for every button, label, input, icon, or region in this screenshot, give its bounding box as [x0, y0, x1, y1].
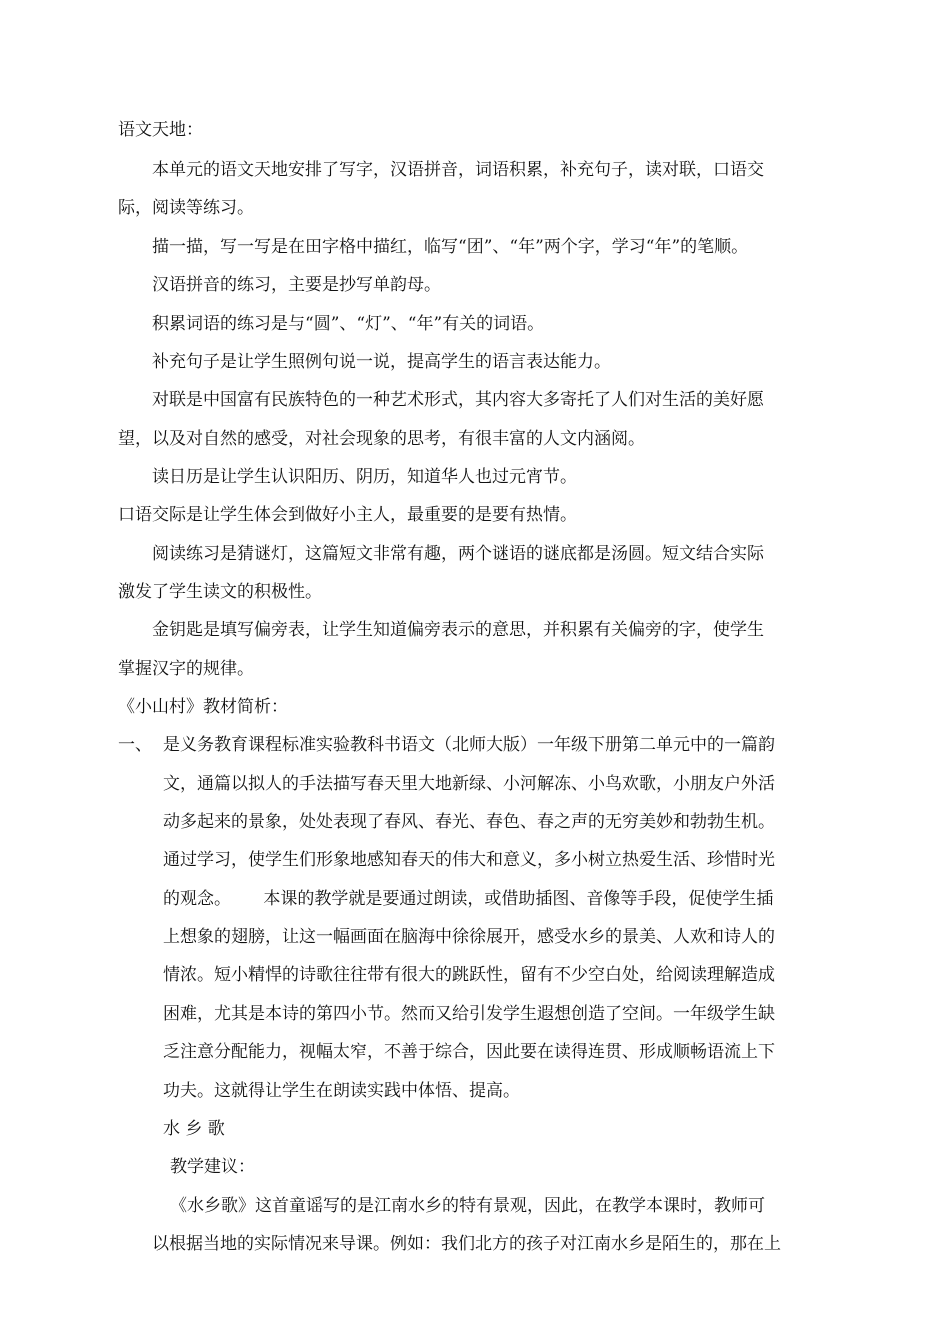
paragraph-line: 读日历是让学生认识阳历、阴历，知道华人也过元宵节。 [152, 467, 577, 487]
paragraph-line: 补充句子是让学生照例句说一说，提高学生的语言表达能力。 [152, 352, 611, 372]
poem-title: 水 乡 歌 [163, 1119, 225, 1139]
paragraph-line: 望，以及对自然的感受，对社会现象的思考，有很丰富的人文内涵阅。 [118, 429, 645, 449]
paragraph-line: 激发了学生读文的积极性。 [118, 582, 322, 602]
paragraph-line: 描一描，写一写是在田字格中描红，临写“团”、“年”两个字，学习“年”的笔顺。 [152, 237, 749, 257]
paragraph-line: 积累词语的练习是与“圆”、“灯”、“年”有关的词语。 [152, 314, 545, 334]
paragraph-line: 口语交际是让学生体会到做好小主人，最重要的是要有热情。 [118, 505, 577, 525]
list-marker: 一、 [118, 735, 152, 755]
list-item-line: 情浓。短小精悍的诗歌往往带有很大的跳跃性，留有不少空白处，给阅读理解造成 [163, 965, 775, 985]
list-item-line: 文，通篇以拟人的手法描写春天里大地新绿、小河解冻、小鸟欢歌，小朋友户外活 [163, 774, 775, 794]
paragraph-line: 金钥匙是填写偏旁表，让学生知道偏旁表示的意思，并积累有关偏旁的字，使学生 [152, 620, 764, 640]
paragraph-line: 以根据当地的实际情况来导课。例如：我们北方的孩子对江南水乡是陌生的，那在上 [152, 1234, 781, 1254]
section-heading-teaching-advice: 教学建议： [170, 1157, 255, 1177]
paragraph-line: 汉语拼音的练习，主要是抄写单韵母。 [152, 275, 441, 295]
list-item-line: 的观念。 本课的教学就是要通过朗读，或借助插图、音像等手段，促使学生插 [163, 889, 774, 909]
paragraph-line: 本单元的语文天地安排了写字，汉语拼音，词语积累，补充句子，读对联，口语交 [152, 160, 764, 180]
paragraph-line: 际，阅读等练习。 [118, 198, 254, 218]
paragraph-line: 阅读练习是猜谜灯，这篇短文非常有趣，两个谜语的谜底都是汤圆。短文结合实际 [152, 544, 764, 564]
paragraph-line: 掌握汉字的规律。 [118, 659, 254, 679]
list-item-line: 功夫。这就得让学生在朗读实践中体悟、提高。 [163, 1081, 520, 1101]
list-item-line: 通过学习，使学生们形象地感知春天的伟大和意义，多小树立热爱生活、珍惜时光 [163, 850, 775, 870]
section-heading-yuwen-tiandi: 语文天地： [118, 120, 203, 140]
section-heading-xiaoshancun: 《小山村》教材简析： [118, 697, 288, 717]
list-item-line: 乏注意分配能力，视幅太窄，不善于综合，因此要在读得连贯、形成顺畅语流上下 [163, 1042, 775, 1062]
list-item-line: 动多起来的景象，处处表现了春风、春光、春色、春之声的无穷美妙和勃勃生机。 [163, 812, 775, 832]
paragraph-line: 《水乡歌》这首童谣写的是江南水乡的特有景观，因此，在教学本课时，教师可 [170, 1196, 765, 1216]
paragraph-line: 对联是中国富有民族特色的一种艺术形式，其内容大多寄托了人们对生活的美好愿 [152, 390, 764, 410]
list-item-line: 上想象的翅膀，让这一幅画面在脑海中徐徐展开，感受水乡的景美、人欢和诗人的 [163, 927, 775, 947]
list-item-line: 困难，尤其是本诗的第四小节。然而又给引发学生遐想创造了空间。一年级学生缺 [163, 1004, 775, 1024]
list-item-line: 是义务教育课程标准实验教科书语文（北师大版）一年级下册第二单元中的一篇韵 [163, 735, 775, 755]
